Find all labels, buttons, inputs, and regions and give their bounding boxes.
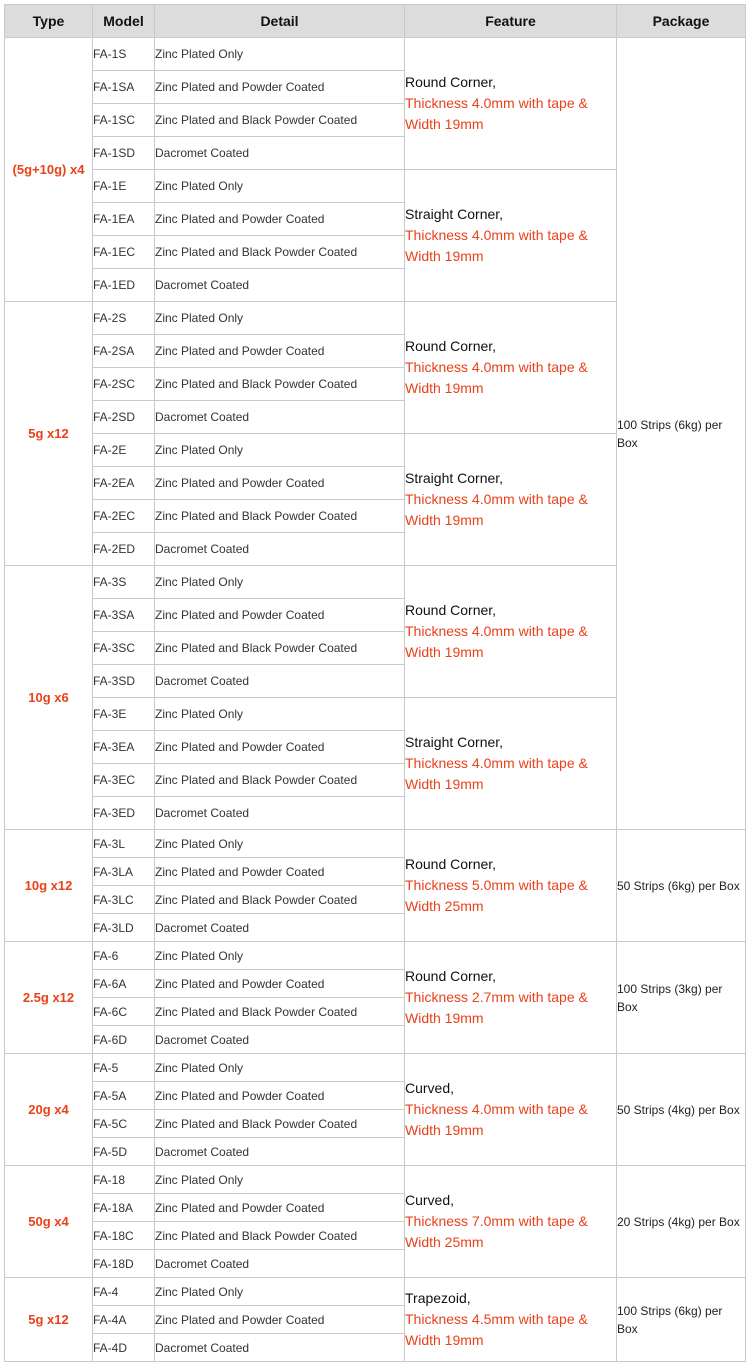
detail-cell: Zinc Plated Only (155, 38, 405, 71)
feature-name: Round Corner, (405, 968, 497, 984)
detail-cell: Dacromet Coated (155, 401, 405, 434)
model-cell: FA-2SD (93, 401, 155, 434)
model-cell: FA-1SC (93, 104, 155, 137)
detail-cell: Zinc Plated and Black Powder Coated (155, 1222, 405, 1250)
model-cell: FA-2E (93, 434, 155, 467)
model-cell: FA-3LD (93, 914, 155, 942)
header-model: Model (93, 5, 155, 38)
feature-cell (405, 830, 617, 942)
model-cell: FA-2SC (93, 368, 155, 401)
detail-cell: Zinc Plated and Black Powder Coated (155, 998, 405, 1026)
detail-cell: Dacromet Coated (155, 1334, 405, 1362)
package-cell: 20 Strips (4kg) per Box (617, 1166, 746, 1278)
table-row (5, 1278, 746, 1306)
feature-description: Thickness 7.0mm with tape & Width 25mm (405, 1213, 588, 1250)
model-cell: FA-4A (93, 1306, 155, 1334)
detail-cell: Zinc Plated and Powder Coated (155, 203, 405, 236)
detail-cell: Zinc Plated and Powder Coated (155, 1194, 405, 1222)
detail-cell: Zinc Plated and Powder Coated (155, 71, 405, 104)
feature-description: Thickness 4.0mm with tape & Width 19mm (405, 755, 588, 792)
package-cell: 50 Strips (4kg) per Box (617, 1054, 746, 1166)
model-cell: FA-3L (93, 830, 155, 858)
detail-cell: Zinc Plated Only (155, 566, 405, 599)
package-cell: 50 Strips (6kg) per Box (617, 830, 746, 942)
feature-cell (405, 1278, 617, 1362)
detail-cell: Zinc Plated and Powder Coated (155, 731, 405, 764)
model-cell: FA-1E (93, 170, 155, 203)
type-cell: 5g x12 (5, 1278, 93, 1362)
detail-cell: Dacromet Coated (155, 137, 405, 170)
detail-cell: Zinc Plated and Black Powder Coated (155, 886, 405, 914)
spec-body (5, 38, 746, 1362)
model-cell: FA-3LA (93, 858, 155, 886)
table-row (5, 1054, 746, 1082)
model-cell: FA-6 (93, 942, 155, 970)
feature-name: Round Corner, (405, 856, 497, 872)
feature-cell (405, 434, 617, 566)
model-cell: FA-6C (93, 998, 155, 1026)
package-cell: 100 Strips (3kg) per Box (617, 942, 746, 1054)
feature-name: Round Corner, (405, 74, 497, 90)
feature-cell (405, 698, 617, 830)
feature-cell (405, 302, 617, 434)
detail-cell: Zinc Plated and Powder Coated (155, 467, 405, 500)
model-cell: FA-18A (93, 1194, 155, 1222)
model-cell: FA-1EA (93, 203, 155, 236)
header-package: Package (617, 5, 746, 38)
model-cell: FA-2EA (93, 467, 155, 500)
model-cell: FA-1ED (93, 269, 155, 302)
model-cell: FA-2EC (93, 500, 155, 533)
detail-cell: Zinc Plated Only (155, 830, 405, 858)
feature-cell (405, 942, 617, 1054)
detail-cell: Zinc Plated and Black Powder Coated (155, 764, 405, 797)
detail-cell: Dacromet Coated (155, 269, 405, 302)
model-cell: FA-1SD (93, 137, 155, 170)
model-cell: FA-3LC (93, 886, 155, 914)
model-cell: FA-3SA (93, 599, 155, 632)
model-cell: FA-3EA (93, 731, 155, 764)
type-cell: 10g x12 (5, 830, 93, 942)
feature-description: Thickness 4.0mm with tape & Width 19mm (405, 95, 588, 132)
feature-description: Thickness 4.0mm with tape & Width 19mm (405, 227, 588, 264)
feature-cell (405, 566, 617, 698)
detail-cell: Zinc Plated Only (155, 1166, 405, 1194)
feature-name: Straight Corner, (405, 206, 504, 222)
type-cell: 10g x6 (5, 566, 93, 830)
model-cell: FA-6D (93, 1026, 155, 1054)
feature-cell (405, 1166, 617, 1278)
model-cell: FA-18D (93, 1250, 155, 1278)
model-cell: FA-6A (93, 970, 155, 998)
detail-cell: Zinc Plated and Black Powder Coated (155, 236, 405, 269)
model-cell: FA-1EC (93, 236, 155, 269)
model-cell: FA-3EC (93, 764, 155, 797)
model-cell: FA-4 (93, 1278, 155, 1306)
package-cell: 100 Strips (6kg) per Box (617, 1278, 746, 1362)
model-cell: FA-5 (93, 1054, 155, 1082)
detail-cell: Zinc Plated Only (155, 1054, 405, 1082)
detail-cell: Zinc Plated Only (155, 170, 405, 203)
detail-cell: Zinc Plated Only (155, 434, 405, 467)
detail-cell: Zinc Plated Only (155, 942, 405, 970)
model-cell: FA-3ED (93, 797, 155, 830)
type-cell: 2.5g x12 (5, 942, 93, 1054)
feature-description: Thickness 5.0mm with tape & Width 25mm (405, 877, 588, 914)
table-row (5, 38, 746, 71)
detail-cell: Dacromet Coated (155, 1138, 405, 1166)
detail-cell: Zinc Plated Only (155, 1278, 405, 1306)
detail-cell: Dacromet Coated (155, 1250, 405, 1278)
model-cell: FA-3E (93, 698, 155, 731)
detail-cell: Zinc Plated and Powder Coated (155, 970, 405, 998)
feature-cell (405, 1054, 617, 1166)
package-cell: 100 Strips (6kg) per Box (617, 38, 746, 830)
feature-name: Curved, (405, 1080, 455, 1096)
model-cell: FA-3S (93, 566, 155, 599)
type-cell: (5g+10g) x4 (5, 38, 93, 302)
model-cell: FA-4D (93, 1334, 155, 1362)
feature-description: Thickness 4.0mm with tape & Width 19mm (405, 359, 588, 396)
header-type: Type (5, 5, 93, 38)
model-cell: FA-2S (93, 302, 155, 335)
model-cell: FA-1SA (93, 71, 155, 104)
detail-cell: Zinc Plated and Black Powder Coated (155, 1110, 405, 1138)
detail-cell: Zinc Plated and Powder Coated (155, 1306, 405, 1334)
type-cell: 20g x4 (5, 1054, 93, 1166)
detail-cell: Zinc Plated and Black Powder Coated (155, 500, 405, 533)
detail-cell: Zinc Plated Only (155, 698, 405, 731)
detail-cell: Zinc Plated and Powder Coated (155, 858, 405, 886)
header-detail: Detail (155, 5, 405, 38)
detail-cell: Zinc Plated and Powder Coated (155, 599, 405, 632)
detail-cell: Dacromet Coated (155, 914, 405, 942)
detail-cell: Zinc Plated and Powder Coated (155, 1082, 405, 1110)
model-cell: FA-3SD (93, 665, 155, 698)
model-cell: FA-18C (93, 1222, 155, 1250)
feature-cell (405, 38, 617, 170)
feature-description: Thickness 4.0mm with tape & Width 19mm (405, 491, 588, 528)
feature-name: Straight Corner, (405, 734, 504, 750)
detail-cell: Zinc Plated Only (155, 302, 405, 335)
type-cell: 50g x4 (5, 1166, 93, 1278)
detail-cell: Zinc Plated and Black Powder Coated (155, 632, 405, 665)
model-cell: FA-2ED (93, 533, 155, 566)
detail-cell: Dacromet Coated (155, 665, 405, 698)
header-feature: Feature (405, 5, 617, 38)
detail-cell: Zinc Plated and Black Powder Coated (155, 104, 405, 137)
feature-description: Thickness 2.7mm with tape & Width 19mm (405, 989, 588, 1026)
table-row (5, 830, 746, 858)
model-cell: FA-1S (93, 38, 155, 71)
feature-description: Thickness 4.0mm with tape & Width 19mm (405, 623, 588, 660)
model-cell: FA-5A (93, 1082, 155, 1110)
feature-description: Thickness 4.0mm with tape & Width 19mm (405, 1101, 588, 1138)
model-cell: FA-5C (93, 1110, 155, 1138)
table-row (5, 1166, 746, 1194)
feature-name: Round Corner, (405, 338, 497, 354)
feature-cell (405, 170, 617, 302)
header-row (5, 5, 746, 38)
detail-cell: Zinc Plated and Black Powder Coated (155, 368, 405, 401)
model-cell: FA-3SC (93, 632, 155, 665)
product-spec-table (4, 4, 746, 1362)
detail-cell: Dacromet Coated (155, 1026, 405, 1054)
model-cell: FA-2SA (93, 335, 155, 368)
detail-cell: Zinc Plated and Powder Coated (155, 335, 405, 368)
type-cell: 5g x12 (5, 302, 93, 566)
detail-cell: Dacromet Coated (155, 533, 405, 566)
model-cell: FA-5D (93, 1138, 155, 1166)
feature-name: Round Corner, (405, 602, 497, 618)
table-row (5, 942, 746, 970)
feature-name: Straight Corner, (405, 470, 504, 486)
model-cell: FA-18 (93, 1166, 155, 1194)
feature-name: Trapezoid, (405, 1290, 471, 1306)
feature-description: Thickness 4.5mm with tape & Width 19mm (405, 1311, 588, 1348)
feature-name: Curved, (405, 1192, 455, 1208)
detail-cell: Dacromet Coated (155, 797, 405, 830)
